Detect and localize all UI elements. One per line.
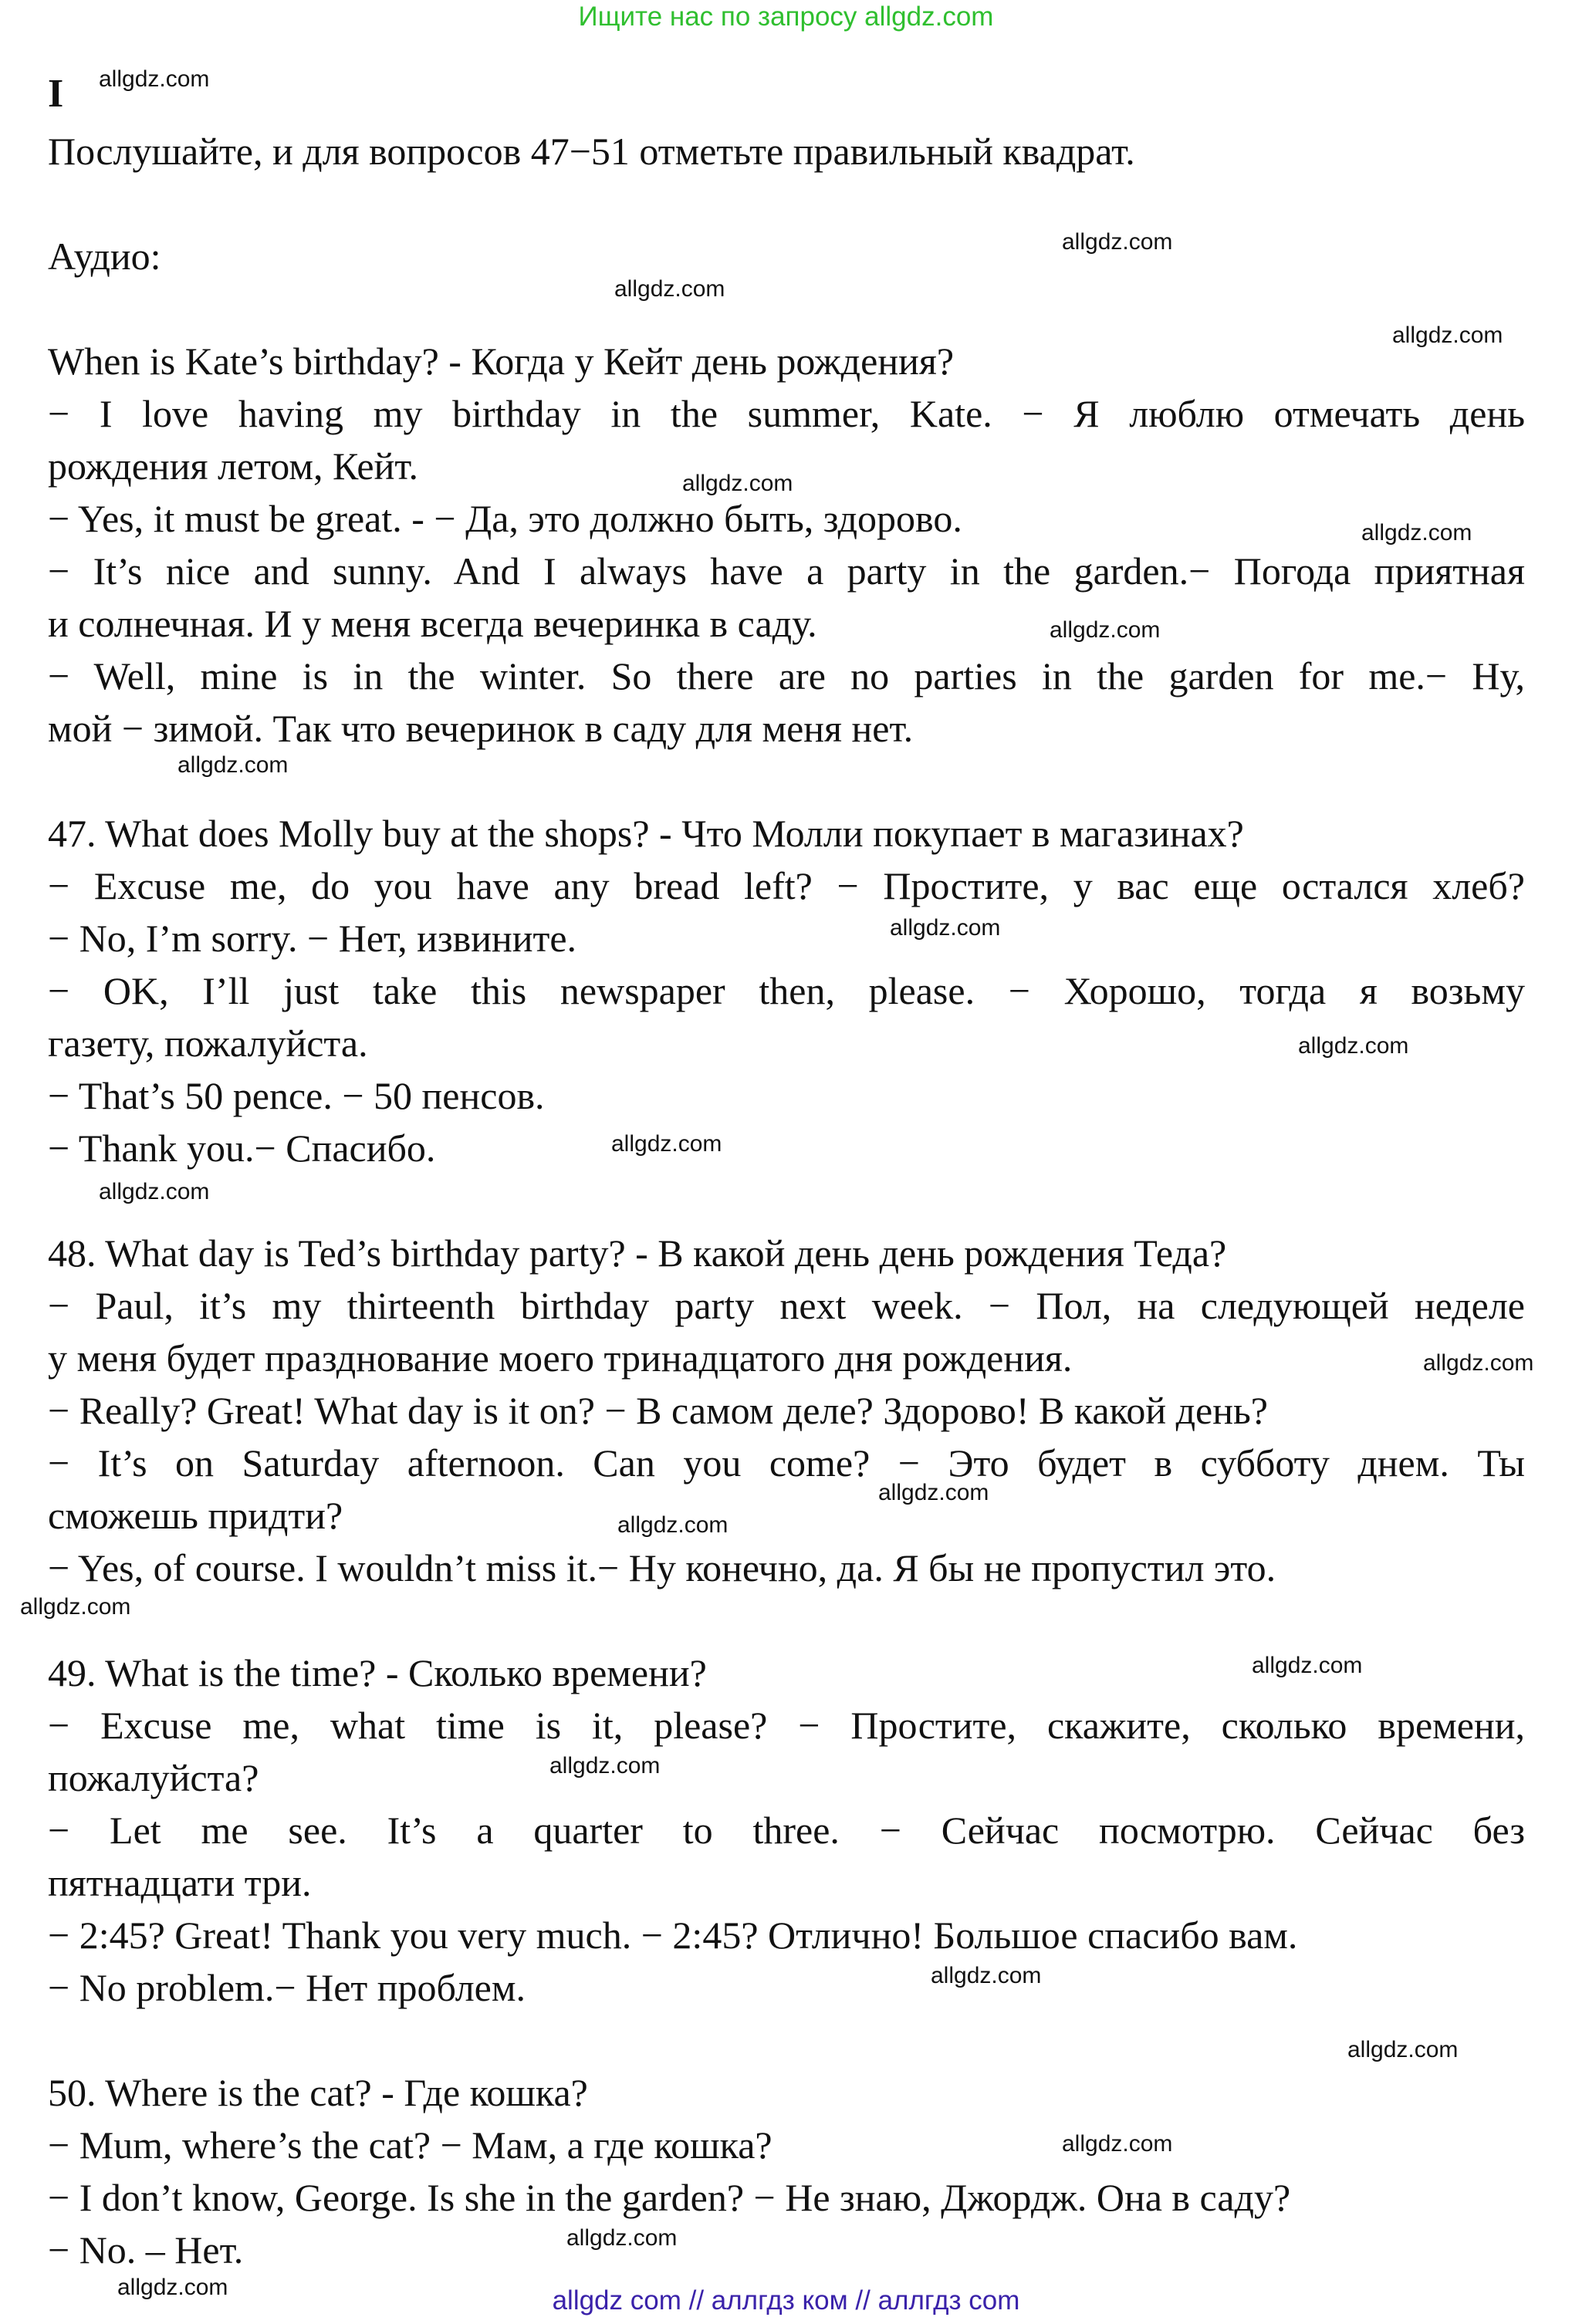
- q48-line: − It’s on Saturday afternoon. Can you come? − Это будет в субботу днем. Ты: [48, 1441, 1525, 1485]
- q50-line: − I don’t know, George. Is she in the garden? − Не знаю, Джордж. Она в саду?: [48, 2176, 1291, 2219]
- q48-heading: 48. What day is Ted’s birthday party? - В какой день день рождения Теда?: [48, 1231, 1227, 1275]
- q48-line: сможешь придти?: [48, 1494, 343, 1537]
- watermark: allgdz.com: [99, 1179, 210, 1204]
- q48-line: у меня будет празднование моего тринадцатого дня рождения.: [48, 1336, 1073, 1380]
- watermark: allgdz.com: [1298, 1033, 1409, 1059]
- q47-line: − That’s 50 pence. − 50 пенсов.: [48, 1074, 545, 1117]
- spacer: [48, 282, 1525, 335]
- intro-line: − Well, mine is in the winter. So there are no parties in the garden for me.− Ну,: [48, 654, 1525, 698]
- watermark: allgdz.com: [99, 66, 210, 92]
- intro-line: − I love having my birthday in the summer, Kate. − Я люблю отмечать день: [48, 392, 1525, 435]
- q50-heading: 50. Where is the cat? - Где кошка?: [48, 2071, 588, 2114]
- watermark: allgdz.com: [1392, 323, 1503, 348]
- instruction: Послушайте, и для вопросов 47−51 отметьте правильный квадрат.: [48, 130, 1135, 173]
- spacer: [48, 1174, 1525, 1227]
- spacer: [48, 2014, 1525, 2066]
- watermark: allgdz.com: [1423, 1350, 1534, 1376]
- watermark: allgdz.com: [566, 2225, 678, 2251]
- q48-line: − Yes, of course. I wouldn’t miss it.− Ну конечно, да. Я бы не пропустил это.: [48, 1546, 1276, 1589]
- q49-line: − 2:45? Great! Thank you very much. − 2:45? Отлично! Большое спасибо вам.: [48, 1914, 1298, 1957]
- intro-line: − Yes, it must be great. - − Да, это должно быть, здорово.: [48, 497, 962, 540]
- watermark: allgdz.com: [614, 276, 725, 302]
- q49-heading: 49. What is the time? - Сколько времени?: [48, 1651, 707, 1694]
- watermark: allgdz.com: [20, 1594, 131, 1620]
- q49-line: − Let me see. It’s a quarter to three. − Сейчас посмотрю. Сейчас без: [48, 1809, 1525, 1852]
- intro-line: рождения летом, Кейт.: [48, 444, 418, 488]
- document-body: [48, 125, 1525, 2276]
- spacer: [48, 177, 1525, 230]
- q48-line: − Paul, it’s my thirteenth birthday party next week. − Пол, на следующей неделе: [48, 1284, 1525, 1327]
- q49-line: пожалуйста?: [48, 1756, 259, 1799]
- q47-line: − Thank you.− Спасибо.: [48, 1127, 436, 1170]
- watermark: allgdz.com: [1050, 617, 1161, 643]
- watermark: allgdz.com: [890, 915, 1001, 941]
- q50-line: − Mum, where’s the cat? − Мам, а где кошка?: [48, 2123, 772, 2167]
- q47-heading: 47. What does Molly buy at the shops? - Что Молли покупает в магазинах?: [48, 812, 1244, 855]
- q47-line: − OK, I’ll just take this newspaper then, please. − Хорошо, тогда я возьму: [48, 969, 1525, 1012]
- watermark: allgdz.com: [1062, 2131, 1173, 2157]
- q48-line: − Really? Great! What day is it on? − В самом деле? Здорово! В какой день?: [48, 1389, 1268, 1432]
- q49-line: − Excuse me, what time is it, please? − Простите, скажите, сколько времени,: [48, 1704, 1525, 1747]
- bottom-banner: allgdz com // аллгдз ком // аллгдз com: [552, 2285, 1020, 2316]
- spacer: [48, 1594, 1525, 1647]
- q47-line: − Excuse me, do you have any bread left? − Простите, у вас еще остался хлеб?: [48, 864, 1525, 907]
- intro-line: мой − зимой. Так что вечеринок в саду для меня нет.: [48, 707, 914, 750]
- intro-heading: When is Kate’s birthday? - Когда у Кейт день рождения?: [48, 339, 955, 383]
- watermark: allgdz.com: [1062, 229, 1173, 255]
- q49-line: пятнадцати три.: [48, 1861, 312, 1904]
- watermark: allgdz.com: [549, 1753, 661, 1778]
- audio-label: Аудио:: [48, 235, 161, 278]
- watermark: allgdz.com: [177, 752, 289, 778]
- watermark: allgdz.com: [682, 471, 793, 496]
- section-number: I: [48, 72, 64, 116]
- q50-line: − No. – Нет.: [48, 2228, 244, 2272]
- intro-line: − It’s nice and sunny. And I always have a party in the garden.− Погода приятная: [48, 549, 1525, 593]
- q47-line: газету, пожалуйста.: [48, 1022, 368, 1065]
- watermark: allgdz.com: [1361, 520, 1472, 546]
- watermark: allgdz.com: [878, 1480, 989, 1505]
- q47-line: − No, I’m sorry. − Нет, извините.: [48, 917, 577, 960]
- watermark: allgdz.com: [1347, 2037, 1459, 2062]
- watermark: allgdz.com: [117, 2275, 228, 2300]
- watermark: allgdz.com: [611, 1131, 722, 1157]
- watermark: allgdz.com: [1252, 1653, 1363, 1678]
- q49-line: − No problem.− Нет проблем.: [48, 1966, 526, 2009]
- watermark: allgdz.com: [931, 1963, 1042, 1988]
- watermark: allgdz.com: [617, 1512, 729, 1538]
- intro-line: и солнечная. И у меня всегда вечеринка в саду.: [48, 602, 817, 645]
- top-banner: Ищите нас по запросу allgdz.com: [578, 2, 994, 32]
